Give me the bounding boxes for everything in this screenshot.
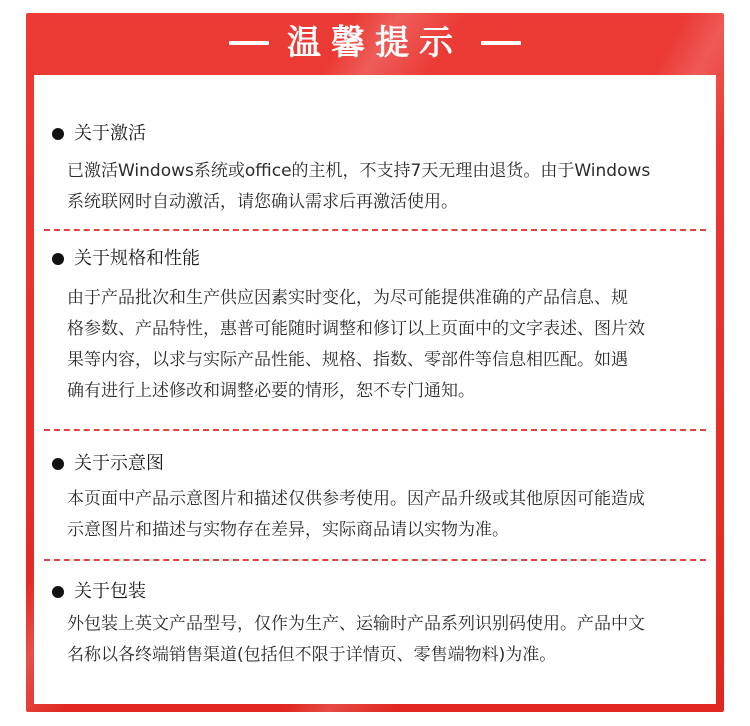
body-line: 确有进行上述修改和调整必要的情形，恕不专门通知。 — [67, 381, 475, 401]
header-right-dash — [481, 41, 521, 45]
section-divider — [44, 229, 706, 231]
section-body-diagram — [67, 484, 707, 546]
body-line: 本页面中产品示意图片和描述仅供参考使用。因产品升级或其他原因可能造成 — [67, 489, 645, 509]
notice-title: 温馨提示 — [287, 23, 463, 63]
section-title-text: 关于激活 — [74, 123, 146, 144]
body-line: 由于产品批次和生产供应因素实时变化，为尽可能提供准确的产品信息、规 — [67, 288, 628, 308]
bullet-icon — [52, 128, 64, 140]
notice-panel — [34, 75, 716, 704]
section-divider — [44, 559, 706, 561]
section-title-packaging — [52, 580, 146, 604]
notice-frame — [26, 13, 724, 712]
section-title-text: 关于包装 — [74, 581, 146, 602]
body-line: 格参数、产品特性，惠普可能随时调整和修订以上页面中的文字表述、图片效 — [67, 319, 645, 339]
header-left-dash — [229, 41, 269, 45]
section-body-packaging — [67, 609, 707, 671]
section-title-text: 关于规格和性能 — [74, 248, 200, 269]
body-line: 示意图片和描述与实物存在差异，实际商品请以实物为准。 — [67, 520, 509, 540]
bullet-icon — [52, 253, 64, 265]
body-line: 已激活Windows系统或office的主机，不支持7天无理由退货。由于Windows — [67, 161, 651, 181]
section-divider — [44, 429, 706, 431]
bullet-icon — [52, 586, 64, 598]
bullet-icon — [52, 458, 64, 470]
section-body-specs — [67, 283, 707, 407]
notice-header — [26, 13, 724, 73]
body-line: 名称以各终端销售渠道(包括但不限于详情页、零售端物料)为准。 — [67, 645, 557, 665]
section-title-diagram — [52, 452, 164, 476]
section-title-activation — [52, 122, 146, 146]
body-line: 外包装上英文产品型号，仅作为生产、运输时产品系列识别码使用。产品中文 — [67, 614, 645, 634]
body-line: 系统联网时自动激活，请您确认需求后再激活使用。 — [67, 192, 458, 212]
section-title-specs — [52, 247, 200, 271]
section-body-activation — [67, 156, 707, 218]
section-title-text: 关于示意图 — [74, 453, 164, 474]
body-line: 果等内容，以求与实际产品性能、规格、指数、零部件等信息相匹配。如遇 — [67, 350, 628, 370]
